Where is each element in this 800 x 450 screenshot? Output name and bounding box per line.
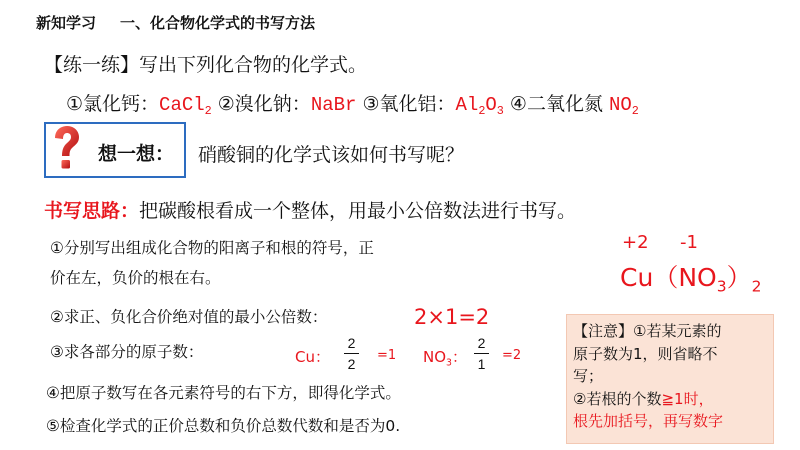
item-prefix: ③氧化铝： bbox=[362, 93, 456, 115]
practice-answers bbox=[66, 89, 639, 118]
note-line: 【注意】①若某元素的 bbox=[573, 322, 722, 340]
idea-text: 把碳酸根看成一个整体，用最小公倍数法进行书写。 bbox=[139, 200, 577, 222]
lesson-tag: 新知学习 bbox=[36, 14, 97, 32]
question-mark-icon bbox=[52, 126, 80, 174]
cu-fraction bbox=[344, 334, 359, 373]
writing-idea bbox=[44, 196, 576, 223]
fraction-denominator: 1 bbox=[477, 356, 486, 372]
cu-result: =1 bbox=[377, 348, 397, 363]
fraction-numerator: 2 bbox=[347, 335, 356, 351]
note-line: 写； bbox=[573, 367, 604, 385]
practice-title: 【练一练】写出下列化合物的化学式。 bbox=[44, 54, 368, 76]
step-5: ⑤检查化学式的正价总数和负价总数代数和是否为0. bbox=[46, 417, 401, 435]
think-question: 硝酸铜的化学式该如何书写呢？ bbox=[198, 144, 465, 166]
idea-label: 书写思路： bbox=[44, 200, 140, 222]
no3-label: $NO_3$： bbox=[423, 348, 467, 369]
fraction-denominator: 2 bbox=[347, 356, 356, 372]
think-box bbox=[44, 122, 186, 178]
step-3: ③求各部分的原子数： bbox=[50, 343, 204, 361]
answer-formula: $NO_2$ bbox=[608, 94, 639, 119]
no3-fraction bbox=[474, 334, 489, 373]
step-2: ②求正、负化合价绝对值的最小公倍数： bbox=[50, 308, 328, 326]
no3-result: =2 bbox=[502, 348, 522, 363]
step-1-line-1: ①分别写出组成化合物的阳离子和根的符号，正 bbox=[50, 239, 374, 257]
note-line: 根先加括号，再写数字 bbox=[573, 412, 724, 430]
cu-label: Cu： bbox=[295, 348, 330, 366]
item-prefix: ④二氧化氮 bbox=[509, 93, 609, 115]
fraction-bar bbox=[474, 353, 489, 354]
fraction-numerator: 2 bbox=[477, 335, 486, 351]
copper-nitrate-formula: $Cu(NO_3)_2$ bbox=[620, 263, 762, 296]
lcm-result: 2×1=2 bbox=[414, 305, 490, 329]
note-box bbox=[566, 314, 774, 444]
item-prefix: ②溴化钠： bbox=[217, 93, 311, 115]
fraction-bar bbox=[344, 353, 359, 354]
step-1-line-2: 价在左，负价的根在右。 bbox=[50, 269, 221, 287]
cu-valence: +2 bbox=[622, 232, 649, 253]
answer-formula: NaBr bbox=[310, 94, 357, 116]
item-prefix: ①氯化钙： bbox=[66, 93, 160, 115]
think-label: 想一想： bbox=[98, 143, 175, 165]
note-line: 原子数为1，则省略不 bbox=[573, 344, 718, 363]
step-4: ④把原子数写在各元素符号的右下方，即得化学式。 bbox=[46, 384, 401, 402]
lesson-header bbox=[36, 12, 315, 33]
no3-valence: -1 bbox=[680, 232, 698, 253]
section-title: 一、化合物化学式的书写方法 bbox=[120, 14, 316, 32]
note-line: ②若根的个数≧1时， bbox=[573, 389, 714, 408]
answer-formula: $Al_2O_3$ bbox=[455, 94, 504, 119]
answer-formula: CaCl$_2$ bbox=[159, 94, 212, 119]
